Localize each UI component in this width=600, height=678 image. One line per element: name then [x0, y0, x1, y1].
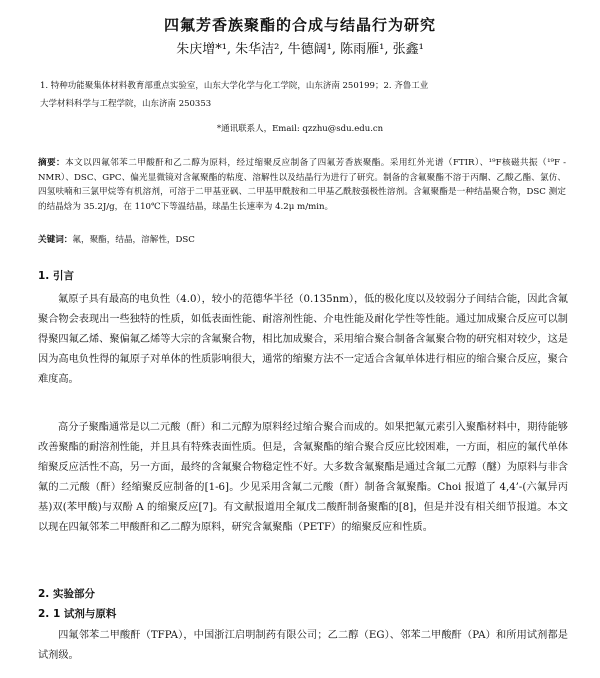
intro-paragraph-1: [38, 290, 568, 390]
keywords-label: 关键词：: [38, 235, 73, 245]
abstract-label: 摘要：: [38, 158, 66, 168]
corresponding-email: *通讯联系人，Email: qzzhu@sdu.edu.cn: [216, 124, 384, 134]
materials-paragraph-text: 四氟邻苯二甲酸酐（TFPA），中国浙江启明制药有限公司；乙二醇（EG）、邻苯二甲酸酐（PA）和所用试剂都是试剂级。: [38, 630, 568, 661]
abstract: [38, 156, 566, 214]
paper-title: 四氟芳香族聚酯的合成与结晶行为研究: [163, 16, 436, 34]
intro-paragraph-2-text: 高分子聚酯通常是以二元酸（酐）和二元醇为原料经过缩合聚合而成的。如果把氟元素引入聚酯材料中，期待能够改善聚酯的耐溶剂性能，并且具有特殊表面性质。但是，含氟聚酯的缩合聚合反应比较困难，一方面，相应的氟代单体缩聚反应活性不高，另一方面，最终的含氟聚合物稳定性不好。大多数含氟聚酯是通过含氟二元醇（醚）为原料与非含氟的二元酸（酐）经缩聚反应制备的[1-6]。少见采用含氟二元酸（酐）制备含氟聚酯。Choi 报道了 4,4’-(六氟异丙基)双(苯甲酸)与双酚 A 的缩聚反应[7]。有文献报道用全氟戊二酸酐制备聚酯的[8]，但是并没有相关细节报道。本文以现在四氟邻苯二甲酸酐和乙二醇为原料，研究含氟聚酯（PETF）的缩聚反应和性质。: [38, 422, 568, 533]
intro-paragraph-1-text: 氟原子具有最高的电负性（4.0），较小的范德华半径（0.135nm），低的极化度以及较弱分子间结合能，因此含氟聚合物会表现出一些独特的性质，如低表面性能、耐溶剂性能、介电性能及耐化学性等性能。通过加成聚合反应可以制得聚四氟乙烯、聚偏氟乙烯等大宗的含氟聚合物，相比加成聚合，采用缩合聚合制备含氟聚合物的研究相对较少，这是因为高电负性得的氟原子对单体的性质影响很大，通常的缩聚方法不一定适合含氟单体进行相应的缩合聚合反应，聚合难度高。: [38, 294, 568, 385]
section-2-1-heading: 2. 1 试剂与原料: [38, 608, 117, 620]
abstract-text: 本文以四氟邻苯二甲酸酐和乙二醇为原料，经过缩聚反应制备了四氟芳香族聚酯。采用红外光谱（FTIR）、¹⁹F核磁共振（¹⁹F - NMR）、DSC、GPC、偏光显微镜对含氟聚酯的粘度、溶解性以及结晶行为进行了研究。制备的含氟聚酯不溶于丙酮、乙酸乙酯、氯仿、四氢呋喃和三氯甲烷等有机溶剂，可溶于二甲基亚砜、二甲基甲酰胺和二甲基乙酰胺强极性溶剂。含氟聚酯是一种结晶聚合物，DSC 测定的结晶焓为 35.2J/g，在 110℃下等温结晶，球晶生长速率为 4.2μ m/min。: [38, 158, 566, 212]
intro-paragraph-2: [38, 418, 568, 538]
keywords: [38, 233, 566, 245]
affiliation-line-2: 大学材料科学与工程学院，山东济南 250353: [40, 99, 212, 109]
keywords-text: 氟，聚酯，结晶，溶解性，DSC: [72, 235, 195, 245]
section-2-heading: 2. 实验部分: [38, 588, 95, 600]
materials-paragraph: [38, 626, 568, 666]
section-1-heading: 1. 引言: [38, 270, 74, 282]
author-list: 朱庆增*¹, 朱华洁², 牛德阔¹, 陈雨雁¹, 张鑫¹: [176, 42, 424, 57]
affiliation-line-1: 1. 特种功能聚集体材料教育部重点实验室，山东大学化学与化工学院，山东济南 250199；2. 齐鲁工业: [40, 81, 429, 91]
